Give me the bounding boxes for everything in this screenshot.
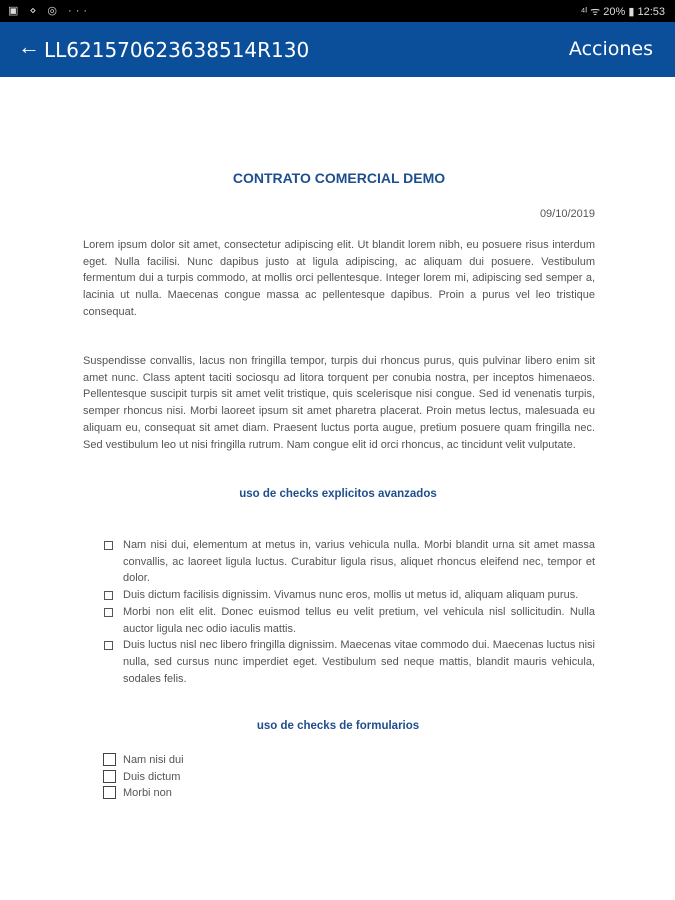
form-check-item — [103, 752, 184, 769]
form-check-label: Nam nisi dui — [123, 754, 184, 766]
checkbox[interactable] — [104, 541, 113, 550]
back-arrow-icon[interactable]: ← — [18, 34, 40, 59]
checkbox[interactable] — [104, 608, 113, 617]
form-checkbox[interactable] — [103, 753, 116, 766]
system-status: ⁴ᴵ ᯤ 20% ▮ 12:53 — [580, 6, 665, 18]
status-bar — [0, 0, 675, 22]
checklist-item-text: Morbi non elit elit. Donec euismod tellus eu velit pretium, vel vehicula nisl sollicitudin. Nulla auctor ligula nec odio iaculis mattis. — [123, 605, 595, 635]
checklist-item — [103, 587, 595, 604]
checklist — [103, 537, 595, 687]
form-checkbox[interactable] — [103, 786, 116, 799]
checklist-item-text: Duis luctus nisl nec libero fringilla dignissim. Maecenas vitae commodo dui. Maecenas luctus nisi nulla, sed cursus nunc imperdiet eget. Vestibulum sed neque mattis, blandit mauris vehicula, sodales felis. — [123, 639, 595, 685]
checklist-item — [103, 637, 595, 687]
section-heading: uso de checks explicitos avanzados — [239, 488, 437, 500]
section-heading: uso de checks de formularios — [256, 720, 420, 732]
notification-icons: ▣ ⋄ ◎ ··· — [8, 5, 92, 17]
app-bar — [0, 22, 675, 77]
paragraph: Suspendisse convallis, lacus non fringilla tempor, turpis dui rhoncus purus, quis pulvinar libero enim sit amet nunc. Class aptent taciti sociosqu ad litora torquent per conubia nostra, per inceptos himenaeos. Pellentesque suscipit turpis sit amet velit tristique, quis scelerisque nisi congue. Sed id venenatis turpis, semper rhoncus nisi. Morbi laoreet ipsum sit amet pharetra placerat. Proin metus lectus, malesuada eu aliquam eu, consequat sit amet diam. Praesent luctus porta augue, pretium posuere quam fringilla nec. Sed vestibulum leo ut nisi fringilla rutrum. Nam congue elit id orci rhoncus, ac tincidunt velit vulputate. — [83, 355, 595, 451]
form-check-label: Duis dictum — [123, 770, 181, 783]
page-title: LL621570623638514R130 — [44, 38, 310, 62]
form-checks — [103, 752, 184, 802]
form-check-item — [103, 785, 184, 802]
document-title: CONTRATO COMERCIAL DEMO — [232, 170, 446, 186]
checklist-item-text: Duis dictum facilisis dignissim. Vivamus nunc eros, mollis ut metus id, aliquam aliquam purus. — [123, 589, 579, 602]
document-date: 09/10/2019 — [539, 208, 595, 220]
checkbox[interactable] — [104, 641, 113, 650]
checkbox[interactable] — [104, 591, 113, 600]
paragraph: Lorem ipsum dolor sit amet, consectetur adipiscing elit. Ut blandit lorem nibh, eu posuere risus interdum eget. Nulla facilisi. Nunc dapibus justo at ligula adipiscing, ac aliquam dui posuere. Vestibulum fermentum dui a turpis commodo, at mollis orci pellentesque. Integer lorem mi, adipiscing sed semper a, lacinia ut nulla. Maecenas congue massa ac pellentesque dapibus. Proin a purus vel leo tristique consequat. — [83, 239, 595, 318]
checklist-item-text: Nam nisi dui, elementum at metus in, varius vehicula nulla. Morbi blandit urna sit amet massa convallis, ac laoreet ligula luctus. Curabitur ligula risus, aliquet rhoncus eleifend nec, tempor et dolor. — [123, 539, 595, 585]
form-check-item — [103, 769, 184, 786]
form-checkbox[interactable] — [103, 770, 116, 783]
actions-button[interactable]: Acciones — [568, 38, 653, 60]
checklist-item — [103, 604, 595, 637]
checklist-item — [103, 537, 595, 587]
form-check-label: Morbi non — [123, 787, 172, 800]
